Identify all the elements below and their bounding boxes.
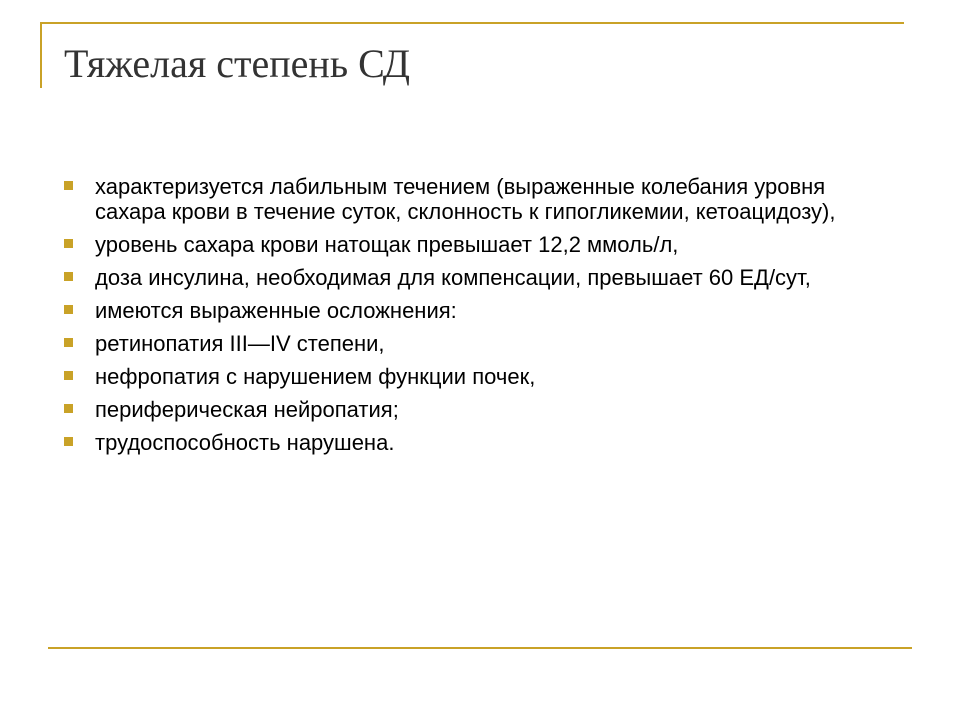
square-bullet-icon <box>64 272 73 281</box>
bullet-text: нефропатия с нарушением функции почек, <box>95 364 536 389</box>
bullet-item <box>64 331 894 356</box>
bullet-item <box>64 298 894 323</box>
bullet-item <box>64 430 894 455</box>
bullet-item <box>64 397 894 422</box>
square-bullet-icon <box>64 338 73 347</box>
square-bullet-icon <box>64 239 73 248</box>
bottom-decorative-rule <box>48 647 912 649</box>
bullet-text: уровень сахара крови натощак превышает 12,2 ммоль/л, <box>95 232 679 257</box>
bullet-text: периферическая нейропатия; <box>95 397 399 422</box>
bullet-text: характеризуется лабильным течением (выраженные колебания уровня сахара крови в течение суток, склонность к гипогликемии, кетоацидозу), <box>95 174 836 224</box>
bullet-list <box>64 174 894 463</box>
bullet-item <box>64 364 894 389</box>
bullet-text: трудоспособность нарушена. <box>95 430 395 455</box>
square-bullet-icon <box>64 404 73 413</box>
bullet-item <box>64 265 894 290</box>
left-decorative-rule <box>40 22 42 88</box>
square-bullet-icon <box>64 371 73 380</box>
square-bullet-icon <box>64 437 73 446</box>
bullet-item <box>64 232 894 257</box>
slide-title: Тяжелая степень СД <box>64 41 411 86</box>
square-bullet-icon <box>64 305 73 314</box>
bullet-text: имеются выраженные осложнения: <box>95 298 457 323</box>
bullet-text: ретинопатия III—IV степени, <box>95 331 385 356</box>
bullet-item <box>64 174 894 224</box>
top-decorative-rule <box>40 22 904 24</box>
square-bullet-icon <box>64 181 73 190</box>
bullet-text: доза инсулина, необходимая для компенсации, превышает 60 ЕД/сут, <box>95 265 811 290</box>
